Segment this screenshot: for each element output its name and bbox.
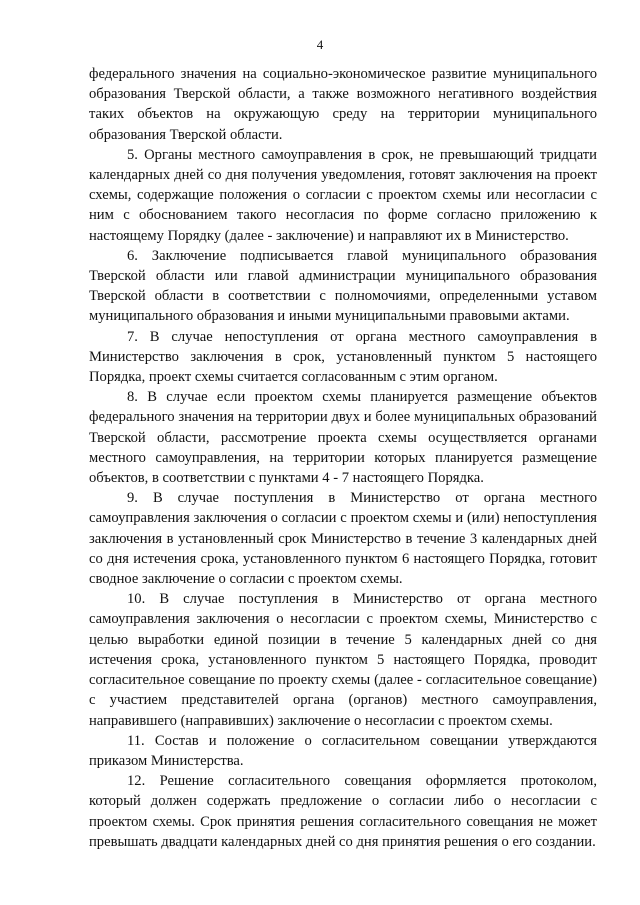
paragraph-10: 10. В случае поступления в Министерство от органа местного самоуправления заключения о несогласии с проектом схемы, Министерство с целью выработки единой позиции в течение 5 календарных дней со дня истечения срока, установленного пунктом 5 настоящего Порядка, проводит согласительное совещание по проекту схемы (далее - согласительное совещание) с участием представителей органа (органов) местного самоуправления, направившего (направивших) заключение о несогласии с проектом схемы.	[89, 591, 597, 729]
paragraph-12: 12. Решение согласительного совещания оформляется протоколом, который должен содержать предложение о согласии либо о несогласии с проектом схемы. Срок принятия решения согласительного совещания не может превышать двадцати календарных дней со дня принятия решения о его создании.	[89, 773, 597, 850]
paragraph-5: 5. Органы местного самоуправления в срок, не превышающий тридцати календарных дней со дня получения уведомления, готовят заключения на проект схемы, содержащие положения о согласии с проектом схемы или несогласии с ним с обоснованием такого несогласия по форме согласно приложению к настоящему Порядку (далее - заключение) и направляют их в Министерство.	[89, 146, 597, 244]
paragraph-11: 11. Состав и положение о согласительном совещании утверждаются приказом Министерства.	[89, 732, 597, 769]
page-number: 4	[316, 37, 324, 52]
paragraph-continuation: федерального значения на социально-экономическое развитие муниципального образования Тверской области, а также возможного негативного воздействия таких объектов на окружающую среду на территории муниципального образования Тверской области.	[89, 66, 597, 143]
document-body	[89, 64, 597, 852]
paragraph-9: 9. В случае поступления в Министерство от органа местного самоуправления заключения о согласии с проектом схемы и (или) непоступления заключения в установленный срок Министерство в течение 3 календарных дней со дня истечения срока, установленного пунктом 6 настоящего Порядка, готовит сводное заключение о согласии с проектом схемы.	[89, 490, 597, 588]
paragraph-8: 8. В случае если проектом схемы планируется размещение объектов федерального значения на территории двух и более муниципальных образований Тверской области, рассмотрение проекта схемы осуществляется органами местного самоуправления, на территории которых планируется размещение объектов, в соответствии с пунктами 4 - 7 настоящего Порядка.	[89, 389, 597, 487]
paragraph-7: 7. В случае непоступления от органа местного самоуправления в Министерство заключения в срок, установленный пунктом 5 настоящего Порядка, проект схемы считается согласованным с этим органом.	[89, 328, 597, 386]
paragraph-6: 6. Заключение подписывается главой муниципального образования Тверской области или главой администрации муниципального образования Тверской области в соответствии с полномочиями, определенными уставом муниципального образования и иными муниципальными правовыми актами.	[89, 247, 597, 325]
